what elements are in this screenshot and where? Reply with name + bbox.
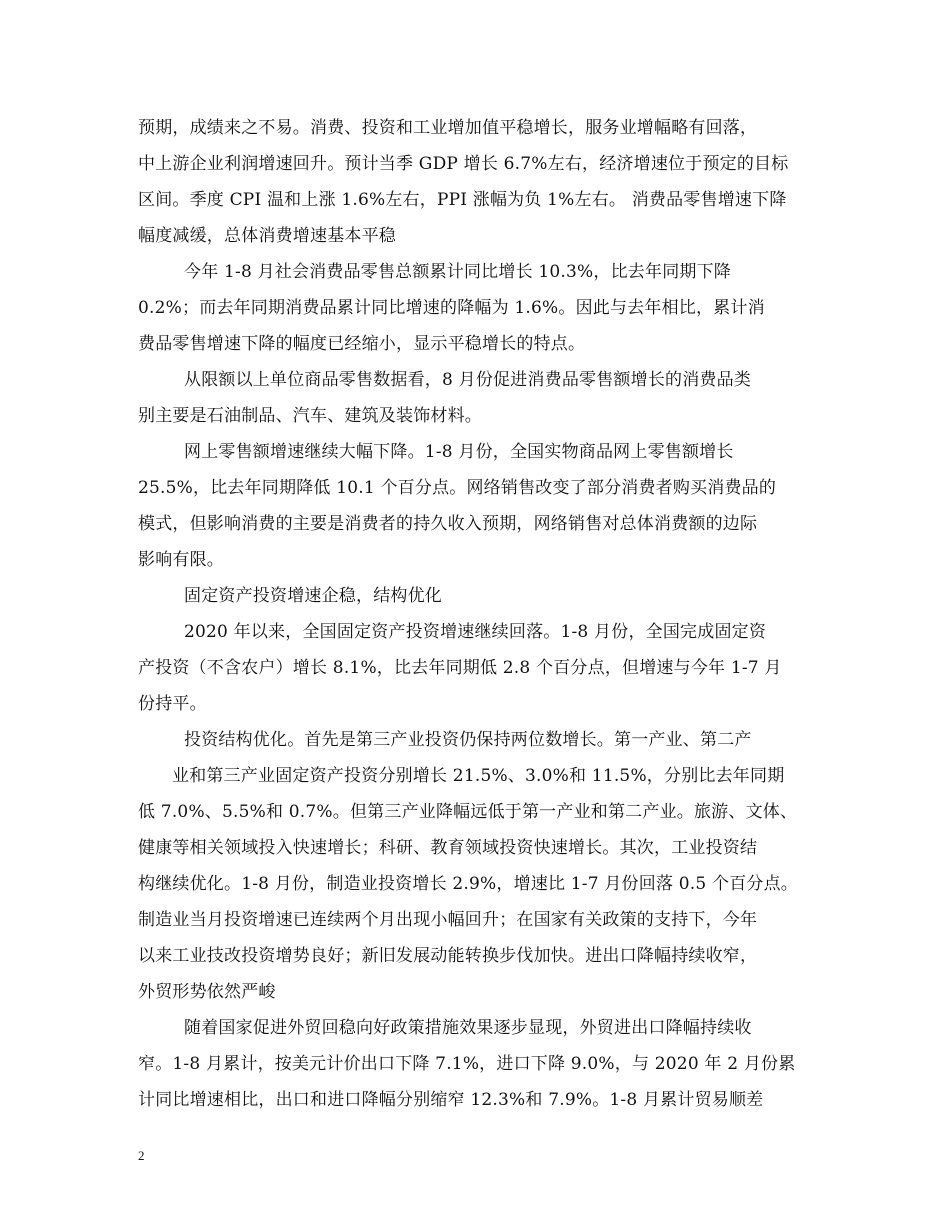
text-line: 构继续优化。1-8 月份，制造业投资增长 2.9%，增速比 1-7 月份回落 0.5 个百分点。	[138, 874, 798, 894]
text-line: 份持平。	[138, 694, 207, 714]
section-heading: 外贸形势依然严峻	[138, 982, 276, 1002]
text-line: 影响有限。	[138, 550, 224, 570]
text-line: 预期，成绩来之不易。消费、投资和工业增加值平稳增长，服务业增幅略有回落，	[138, 118, 758, 138]
text-line: 2020 年以来，全国固定资产投资增速继续回落。1-8 月份，全国完成固定资	[184, 622, 767, 642]
text-line: 产投资（不含农户）增长 8.1%，比去年同期低 2.8 个百分点，但增速与今年 1-7 月	[138, 658, 782, 678]
text-line: 0.2%；而去年同期消费品累计同比增速的降幅为 1.6%。因此与去年相比，累计消	[138, 298, 765, 318]
text-line: 今年 1-8 月社会消费品零售总额累计同比增长 10.3%，比去年同期下降	[184, 262, 731, 282]
text-line: 费品零售增速下降的幅度已经缩小，显示平稳增长的特点。	[138, 334, 586, 354]
text-line: 幅度减缓，总体消费增速基本平稳	[138, 226, 396, 246]
text-line: 随着国家促进外贸回稳向好政策措施效果逐步显现，外贸进出口降幅持续收	[184, 1018, 752, 1038]
text-line: 中上游企业利润增速回升。预计当季 GDP 增长 6.7%左右，经济增速位于预定的目标	[138, 154, 789, 174]
section-heading: 固定资产投资增速企稳，结构优化	[184, 586, 442, 606]
text-line: 网上零售额增速继续大幅下降。1-8 月份，全国实物商品网上零售额增长	[184, 442, 734, 462]
text-line: 低 7.0%、5.5%和 0.7%。但第三产业降幅远低于第一产业和第二产业。旅游、文体、	[138, 802, 798, 822]
text-line: 从限额以上单位商品零售数据看，8 月份促进消费品零售额增长的消费品类	[184, 370, 752, 390]
text-line: 25.5%，比去年同期降低 10.1 个百分点。网络销售改变了部分消费者购买消费品的	[138, 478, 777, 498]
text-line: 业和第三产业固定资产投资分别增长 21.5%、3.0%和 11.5%，分别比去年同期	[172, 766, 785, 786]
text-line: 区间。季度 CPI 温和上涨 1.6%左右，PPI 涨幅为负 1%左右。 消费品零售增速下降	[138, 190, 787, 210]
text-line: 制造业当月投资增速已连续两个月出现小幅回升；在国家有关政策的支持下，今年	[138, 910, 758, 930]
text-line: 模式，但影响消费的主要是消费者的持久收入预期，网络销售对总体消费额的边际	[138, 514, 758, 534]
text-line: 健康等相关领域投入快速增长；科研、教育领域投资快速增长。其次，工业投资结	[138, 838, 758, 858]
page-number: 2	[138, 1148, 145, 1163]
text-line: 投资结构优化。首先是第三产业投资仍保持两位数增长。第一产业、第二产	[184, 730, 752, 750]
text-line: 计同比增速相比，出口和进口降幅分别缩窄 12.3%和 7.9%。1-8 月累计贸易顺差	[138, 1090, 764, 1110]
text-line: 别主要是石油制品、汽车、建筑及装饰材料。	[138, 406, 482, 426]
text-line: 以来工业技改投资增势良好；新旧发展动能转换步伐加快。进出口降幅持续收窄，	[138, 946, 758, 966]
text-line: 窄。1-8 月累计，按美元计价出口下降 7.1%，进口下降 9.0%，与 2020 年 2 月份累	[138, 1054, 796, 1074]
